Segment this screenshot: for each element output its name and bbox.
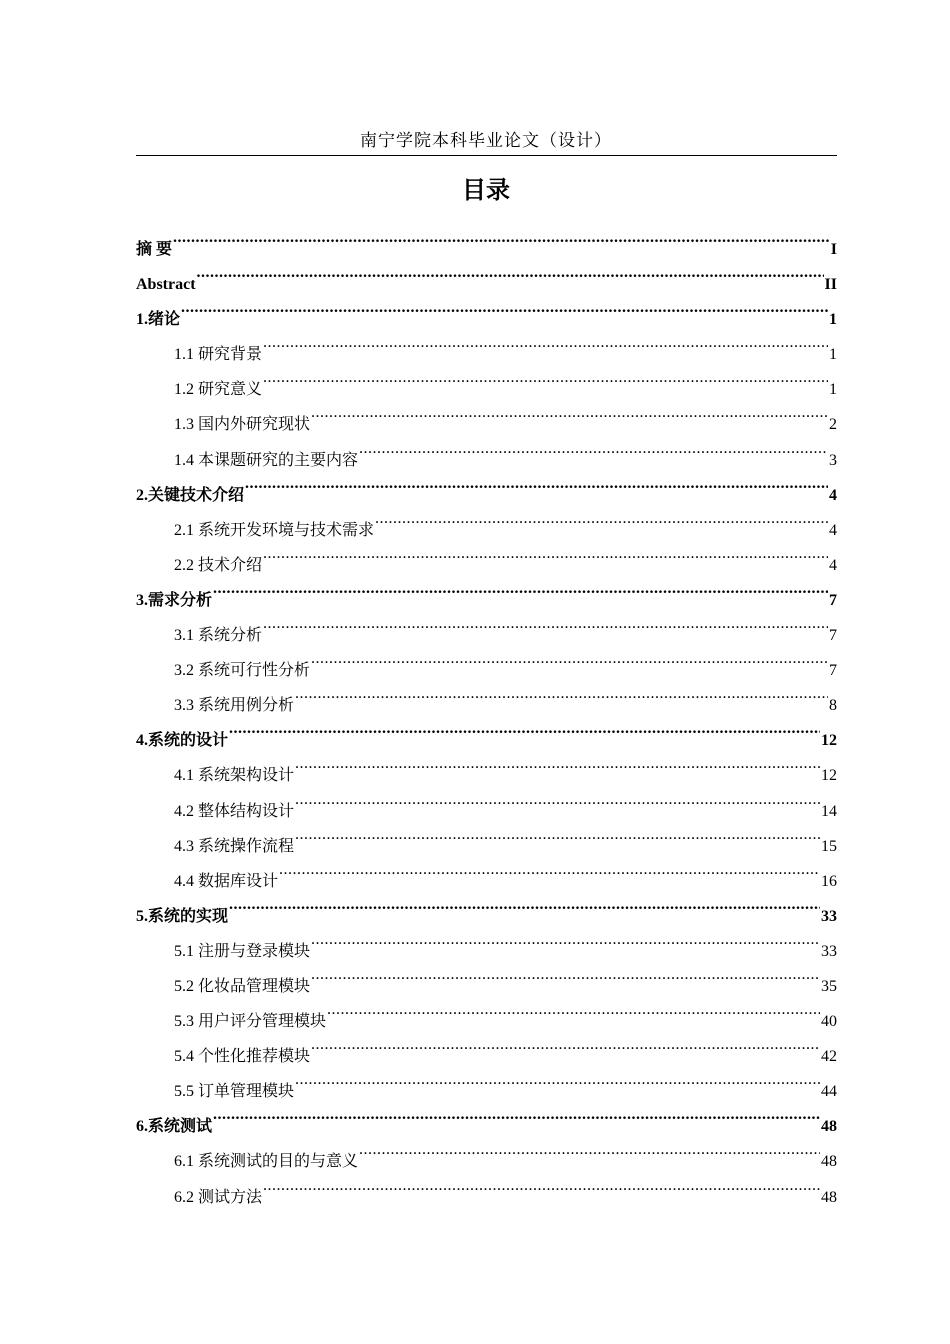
toc-entry[interactable]	[136, 1096, 837, 1136]
toc-leader-dots	[263, 1167, 820, 1202]
toc-leader-dots	[181, 289, 828, 324]
toc-entry-label: Abstract	[136, 276, 196, 294]
toc-leader-dots	[213, 570, 828, 605]
toc-entry-label: 5.4 个性化推荐模块	[174, 1048, 311, 1066]
toc-entry-page-number: 33	[821, 907, 837, 925]
toc-leader-dots	[359, 1131, 820, 1166]
toc-leader-dots	[263, 359, 828, 394]
toc-entry-page-number: 16	[821, 872, 837, 890]
toc-leader-dots	[311, 1026, 820, 1061]
toc-entry[interactable]	[136, 219, 837, 258]
toc-entry-label: 5.3 用户评分管理模块	[174, 1013, 327, 1031]
toc-entry-page-number: 2	[829, 416, 837, 434]
toc-entry[interactable]	[136, 745, 837, 785]
toc-entry-label: 5.系统的实现	[136, 907, 229, 925]
toc-leader-dots	[375, 500, 828, 535]
toc-entry-page-number: I	[830, 241, 837, 258]
toc-leader-dots	[311, 394, 828, 429]
toc-entry-page-number: 12	[821, 767, 837, 785]
toc-entry-label: 3.3 系统用例分析	[174, 697, 295, 715]
toc-leader-dots	[295, 781, 820, 816]
toc-entry-label: 2.2 技术介绍	[174, 556, 263, 574]
toc-entry-page-number: 1	[829, 346, 837, 364]
toc-entry[interactable]	[136, 324, 837, 364]
toc-entry-page-number: 1	[829, 311, 837, 329]
toc-entry-label: 4.4 数据库设计	[174, 872, 279, 890]
toc-entry-page-number: 42	[821, 1048, 837, 1066]
toc-leader-dots	[197, 254, 824, 289]
toc-leader-dots	[229, 710, 820, 745]
toc-entry-label: 5.5 订单管理模块	[174, 1083, 295, 1101]
toc-entry-page-number: 4	[829, 521, 837, 539]
toc-leader-dots	[229, 886, 820, 921]
running-header: 南宁学院本科毕业论文（设计）	[360, 131, 612, 150]
toc-entry-label: 1.4 本课题研究的主要内容	[174, 451, 359, 469]
toc-leader-dots	[295, 1061, 820, 1096]
toc-entry-label: 1.2 研究意义	[174, 381, 263, 399]
toc-entry-page-number: 35	[821, 977, 837, 995]
toc-entry-label: 摘 要	[136, 241, 173, 258]
toc-entry-page-number: 33	[821, 942, 837, 960]
toc-entry-label: 1.3 国内外研究现状	[174, 416, 311, 434]
toc-entry-label: 4.系统的设计	[136, 732, 229, 750]
toc-entry-page-number: 15	[821, 837, 837, 855]
toc-leader-dots	[245, 465, 828, 500]
toc-leader-dots	[279, 851, 820, 886]
toc-entry[interactable]	[136, 289, 837, 329]
toc-entry-page-number: 14	[821, 802, 837, 820]
toc-entry-page-number: II	[824, 276, 837, 294]
toc-leader-dots	[173, 219, 830, 254]
toc-entry-page-number: 8	[829, 697, 837, 715]
toc-leader-dots	[295, 675, 828, 710]
toc-entry-label: 5.2 化妆品管理模块	[174, 977, 311, 995]
toc-entry-page-number: 4	[829, 486, 837, 504]
toc-entry-page-number: 12	[821, 732, 837, 750]
toc-entry-label: 4.2 整体结构设计	[174, 802, 295, 820]
toc-leader-dots	[311, 640, 828, 675]
toc-entry-page-number: 7	[829, 591, 837, 609]
toc-entry-label: 5.1 注册与登录模块	[174, 942, 311, 960]
toc-leader-dots	[263, 324, 828, 359]
toc-entry-label: 1.1 研究背景	[174, 346, 263, 364]
toc-entry[interactable]	[136, 921, 837, 960]
toc-leader-dots	[213, 1096, 820, 1131]
header-rule	[136, 155, 837, 156]
toc-entry-label: 6.1 系统测试的目的与意义	[174, 1153, 359, 1171]
table-of-contents	[136, 219, 837, 1206]
toc-leader-dots	[311, 956, 820, 991]
toc-entry-page-number: 40	[821, 1013, 837, 1031]
toc-leader-dots	[359, 430, 828, 465]
toc-entry-page-number: 7	[829, 627, 837, 645]
toc-title: 目录	[462, 176, 510, 204]
toc-entry-page-number: 48	[821, 1188, 837, 1206]
toc-entry-label: 2.1 系统开发环境与技术需求	[174, 521, 375, 539]
toc-leader-dots	[263, 605, 828, 640]
toc-entry[interactable]	[136, 570, 837, 609]
toc-entry-label: 6.2 测试方法	[174, 1188, 263, 1206]
toc-entry[interactable]	[136, 886, 837, 925]
toc-entry-label: 4.1 系统架构设计	[174, 767, 295, 785]
toc-entry-page-number: 1	[829, 381, 837, 399]
toc-leader-dots	[295, 745, 820, 780]
toc-entry-label: 2.关键技术介绍	[136, 486, 245, 504]
toc-entry-page-number: 7	[829, 662, 837, 680]
toc-entry[interactable]	[136, 605, 837, 645]
toc-entry[interactable]	[136, 1131, 837, 1171]
toc-entry[interactable]	[136, 710, 837, 750]
toc-entry-page-number: 48	[821, 1118, 837, 1136]
toc-leader-dots	[311, 921, 820, 956]
toc-entry-page-number: 3	[829, 451, 837, 469]
toc-entry-label: 6.系统测试	[136, 1118, 213, 1136]
toc-leader-dots	[295, 816, 820, 851]
toc-entry-page-number: 44	[821, 1083, 837, 1101]
toc-leader-dots	[263, 535, 828, 570]
toc-entry-label: 4.3 系统操作流程	[174, 837, 295, 855]
toc-entry-page-number: 48	[821, 1153, 837, 1171]
toc-leader-dots	[327, 991, 820, 1026]
toc-entry-page-number: 4	[829, 556, 837, 574]
toc-entry-label: 3.需求分析	[136, 591, 213, 609]
toc-entry[interactable]	[136, 254, 837, 294]
toc-entry-label: 1.绪论	[136, 311, 181, 329]
toc-entry-label: 3.2 系统可行性分析	[174, 662, 311, 680]
toc-entry-label: 3.1 系统分析	[174, 627, 263, 645]
